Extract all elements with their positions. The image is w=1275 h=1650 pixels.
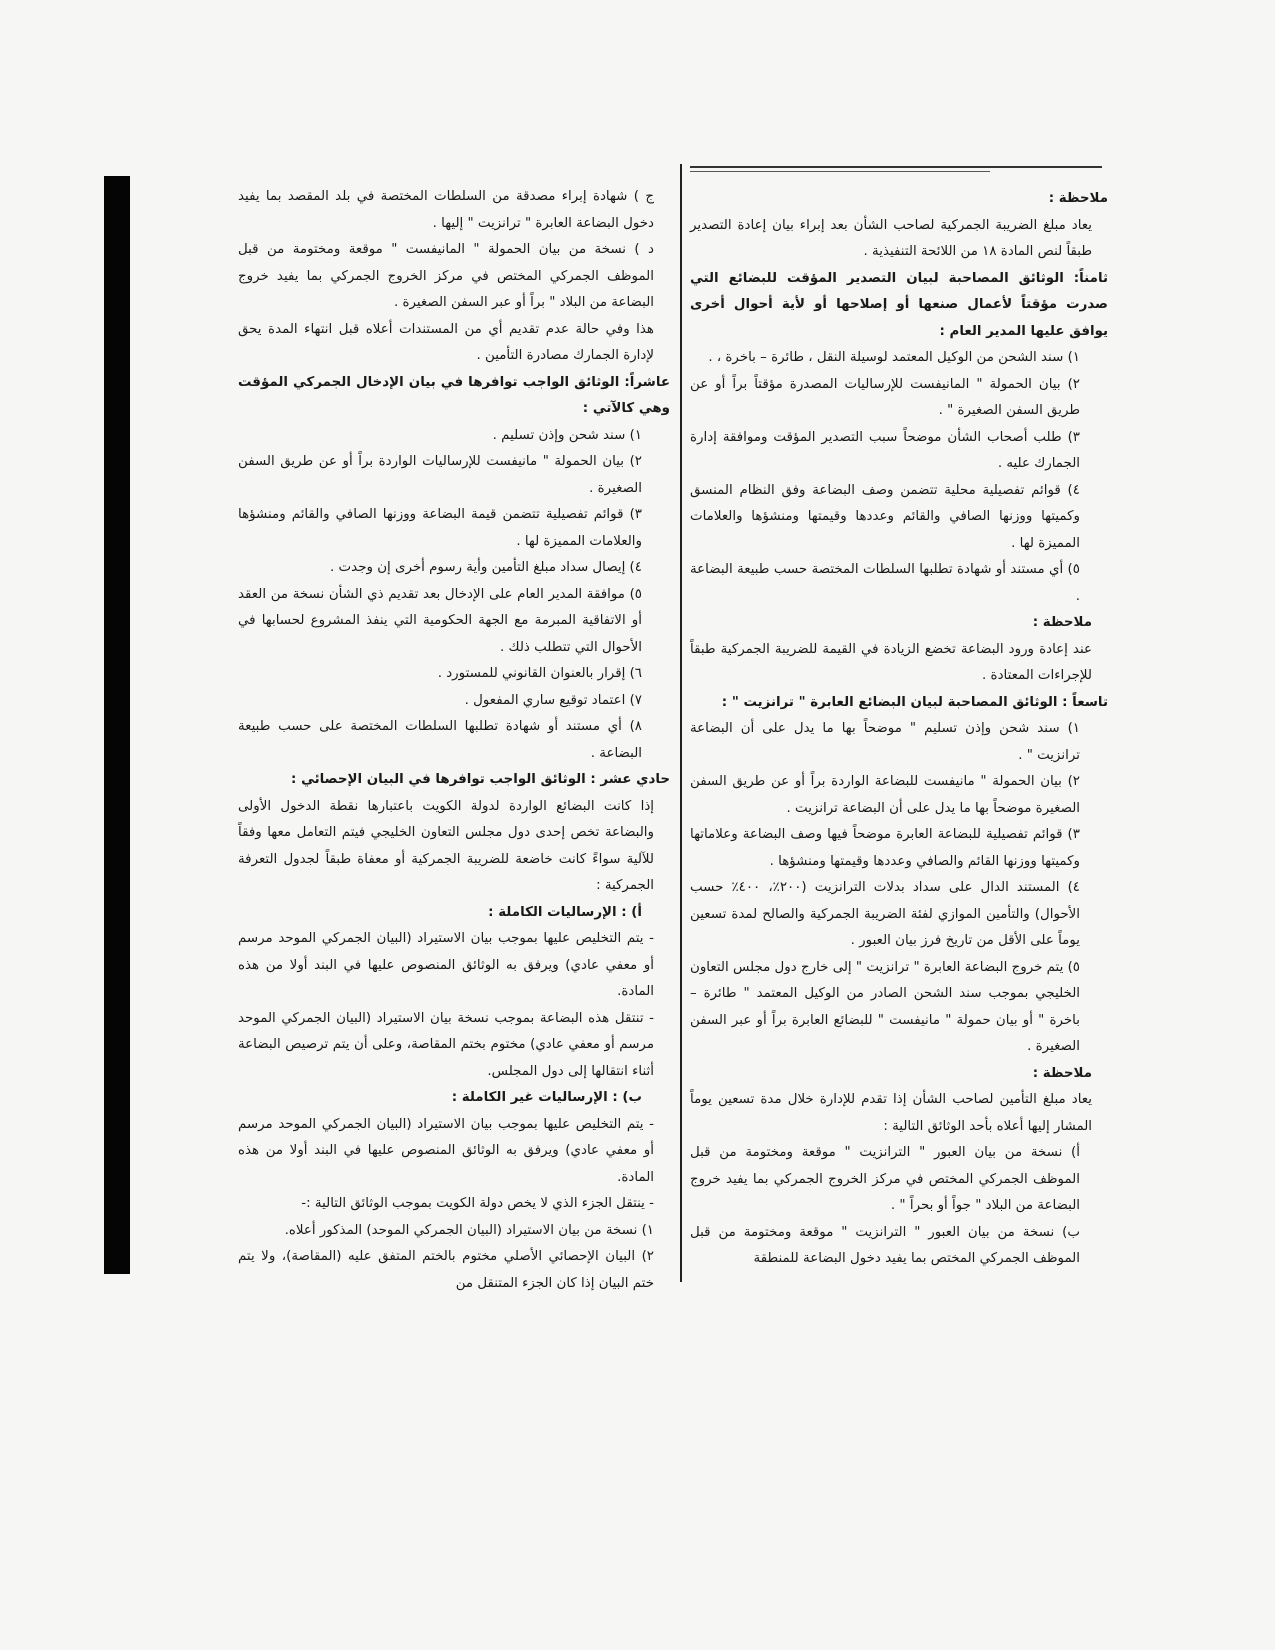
list-item: ٣) طلب أصحاب الشأن موضحاً سبب التصدير المؤقت وموافقة إدارة الجمارك عليه . xyxy=(690,429,1080,471)
list-item: ٨) أي مستند أو شهادة تطلبها السلطات المختصة على حسب طبيعة البضاعة . xyxy=(238,719,642,761)
list-item: ٣) قوائم تفصيلية للبضاعة العابرة موضحاً فيها وصف البضاعة وعلاماتها وكميتها ووزنها القائم والصافي وعددها وقيمتها ومنشؤها . xyxy=(690,827,1080,869)
list-item: ج ) شهادة إبراء مصدقة من السلطات المختصة في بلد المقصد بما يفيد دخول البضاعة العابرة " ترانزيت " إليها . xyxy=(238,189,654,231)
note-heading: ملاحظة : xyxy=(1032,1065,1092,1081)
section-heading-eleventh: حادي عشر : الوثائق الواجب توافرها في البيان الإحصائي : xyxy=(291,772,670,787)
paragraph: - يتم التخليص عليها بموجب بيان الاستيراد (البيان الجمركي الموحد مرسم أو معفي عادي) ويرفق به الوثائق المنصوص عليها في البند أولا من هذه المادة. xyxy=(238,931,654,999)
section-heading-tenth: عاشراً: الوثائق الواجب توافرها في بيان الإدخال الجمركي المؤقت وهي كالآتي : xyxy=(238,374,670,416)
top-rule xyxy=(690,166,1102,168)
list-item: ١) سند الشحن من الوكيل المعتمد لوسيلة النقل ، طائرة – باخرة ، . xyxy=(708,350,1080,365)
section-heading-eighth: ثامناً: الوثائق المصاحبة لبيان التصدير المؤقت للبضائع التي صدرت مؤقتاً لأعمال صنعها أو إصلاحها أو لأية أحوال أخرى يوافق عليها المدير العام : xyxy=(690,270,1108,339)
top-rule-secondary xyxy=(690,171,990,172)
subheading-incomplete-shipments: ب) : الإرساليات غير الكاملة : xyxy=(451,1090,642,1105)
list-item: ٤) قوائم تفصيلية محلية تتضمن وصف البضاعة وفق النظام المنسق وكميتها ووزنها الصافي والقائم وعددها وقيمتها ومنشؤها والعلامات المميزة لها . xyxy=(690,482,1080,551)
list-item: ٣) قوائم تفصيلية تتضمن قيمة البضاعة ووزنها الصافي والقائم ومنشؤها والعلامات المميزة لها . xyxy=(238,507,642,549)
paragraph: - ينتقل الجزء الذي لا يخص دولة الكويت بموجب الوثائق التالية :- xyxy=(301,1196,654,1211)
paragraph: - تنتقل هذه البضاعة بموجب نسخة بيان الاستيراد (البيان الجمركي الموحد مرسم أو معفي عادي) مختوم بختم المقاصة، وعلى أن يتم ترصيص البضاعة أثناء انتقالها إلى دول المجلس. xyxy=(238,1010,654,1079)
list-item: ٢) بيان الحمولة " مانيفست للإرساليات الواردة براً أو عن طريق السفن الصغيرة . xyxy=(238,454,642,496)
section-heading-ninth: تاسعاً : الوثائق المصاحبة لبيان البضائع العابرة " ترانزيت " : xyxy=(721,694,1108,710)
list-item: ٥) أي مستند أو شهادة تطلبها السلطات المختصة حسب طبيعة البضاعة . xyxy=(690,562,1080,604)
list-item: ٥) موافقة المدير العام على الإدخال بعد تقديم ذي الشأن نسخة من العقد أو الاتفاقية المبرمة مع الجهة الحكومية التي ينفذ المشروع لحسابها في الأحوال التي تتطلب ذلك . xyxy=(238,586,642,655)
note-heading: ملاحظة : xyxy=(1032,615,1092,630)
note-heading: ملاحظة : xyxy=(1048,191,1108,206)
paragraph: يعاد مبلغ الضريبة الجمركية لصاحب الشأن بعد إبراء بيان إعادة التصدير طبقاً لنص المادة ١٨ من اللائحة التنفيذية . xyxy=(690,217,1092,259)
list-item: ٢) بيان الحمولة " المانيفست للإرساليات المصدرة مؤقتاً براً أو عن طريق السفن الصغيرة " . xyxy=(690,376,1080,418)
column-divider xyxy=(680,164,682,1282)
list-item: د ) نسخة من بيان الحمولة " المانيفست " موقعة ومختومة من قبل الموظف الجمركي المختص في مركز الخروج الجمركي بما يفيد خروج البضاعة من البلاد " براً أو عبر السفن الصغيرة . xyxy=(238,242,654,310)
list-item: ١) سند شحن وإذن تسليم . xyxy=(492,427,642,443)
scan-edge-shadow xyxy=(104,176,130,1274)
paragraph: إذا كانت البضائع الواردة لدولة الكويت باعتبارها نقطة الدخول الأولى والبضاعة تخص إحدى دول مجلس التعاون الخليجي فيتم التعامل معها وفقاً للآلية سواءً كانت خاضعة للضريبة الجمركية أو معفاة طبقاً لجدول التعرفة الجمركية : xyxy=(238,798,654,893)
right-column xyxy=(690,186,1108,1273)
subheading-complete-shipments: أ) : الإرساليات الكاملة : xyxy=(488,904,642,920)
list-item: ٤) إيصال سداد مبلغ التأمين وأية رسوم أخرى إن وجدت . xyxy=(330,560,642,575)
list-item: أ) نسخة من بيان العبور " الترانزيت " موقعة ومختومة من قبل الموظف الجمركي المختص في مركز الخروج الجمركي بما يفيد خروج البضاعة من البلاد " جواً أو بحراً " . xyxy=(690,1145,1080,1213)
list-item: ١) سند شحن وإذن تسليم " موضحاً بها ما يدل على أن البضاعة ترانزيت " . xyxy=(690,721,1080,763)
paragraph: هذا وفي حالة عدم تقديم أي من المستندات أعلاه قبل انتهاء المدة يحق لإدارة الجمارك مصادرة التأمين . xyxy=(238,321,654,363)
list-item: ٢) بيان الحمولة " مانيفست للبضاعة الواردة براً أو عن طريق السفن الصغيرة موضحاً بها ما يدل على أن البضاعة ترانزيت . xyxy=(690,774,1080,816)
list-item: ٧) اعتماد توقيع ساري المفعول . xyxy=(464,692,642,708)
list-item: ٢) البيان الإحصائي الأصلي مختوم بالختم المتفق عليه (المقاصة)، ولا يتم ختم البيان إذا كان الجزء المتنقل من xyxy=(238,1249,654,1291)
left-column xyxy=(238,184,670,1297)
list-item: ب) نسخة من بيان العبور " الترانزيت " موقعة ومختومة من قبل الموظف الجمركي المختص بما يفيد دخول البضاعة للمنطقة xyxy=(690,1224,1080,1266)
list-item: ٤) المستند الدال على سداد بدلات الترانزيت (٢٠٠٪، ٤٠٠٪ حسب الأحوال) والتأمين الموازي لفئة الضريبة الجمركية والصالح لمدة تسعين يوماً على الأقل من تاريخ فرز بيان العبور . xyxy=(690,880,1080,948)
paragraph: يعاد مبلغ التأمين لصاحب الشأن إذا تقدم للإدارة خلال مدة تسعين يوماً المشار إليها أعلاه بأحد الوثائق التالية : xyxy=(690,1092,1092,1134)
list-item: ٥) يتم خروج البضاعة العابرة " ترانزيت " إلى خارج دول مجلس التعاون الخليجي بموجب سند الشحن الصادر من الوكيل المعتمد " طائرة – باخرة " أو بيان حمولة " مانيفست " للبضائع العابرة براً أو عبر السفن الصغيرة . xyxy=(690,959,1080,1054)
list-item: ٦) إقرار بالعنوان القانوني للمستورد . xyxy=(437,666,642,681)
list-item: ١) نسخة من بيان الاستيراد (البيان الجمركي الموحد) المذكور أعلاه. xyxy=(284,1222,654,1238)
paragraph: عند إعادة ورود البضاعة تخضع الزيادة في القيمة للضريبة الجمركية طبقاً للإجراءات المعتادة . xyxy=(690,641,1092,683)
paragraph: - يتم التخليص عليها بموجب بيان الاستيراد (البيان الجمركي الموحد مرسم أو معفي عادي) ويرفق به الوثائق المنصوص عليها في البند أولا من هذه المادة. xyxy=(238,1116,654,1185)
